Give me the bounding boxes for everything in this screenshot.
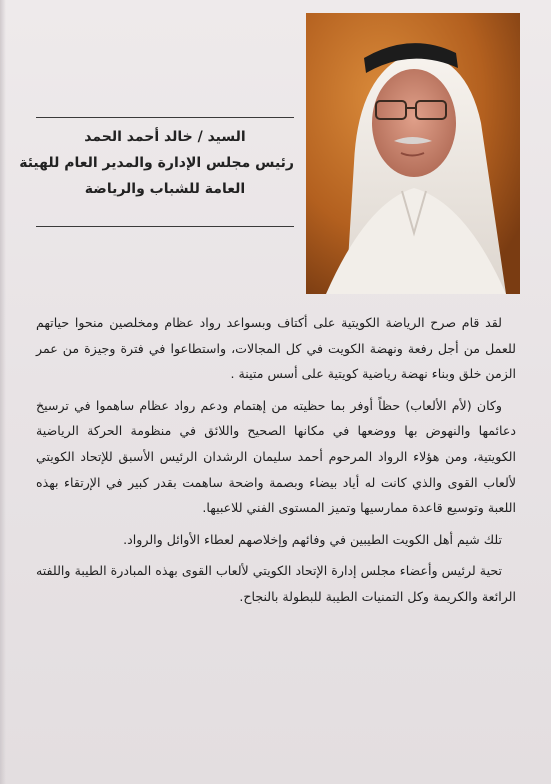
page-edge-shadow	[0, 0, 6, 784]
caption-rule-bottom	[36, 226, 294, 227]
paragraph-3: تلك شيم أهل الكويت الطيبين في وفائهم وإخلاصهم لعطاء الأوائل والرواد.	[123, 531, 502, 547]
caption-name: السيد / خالد أحمد الحمد	[84, 129, 246, 145]
paragraph-2: وكان (لأم الألعاب) حظاً أوفر بما حظيته من إهتمام ودعم رواد عظام ساهموا في ترسيخ دعائمها والنهوض بها ووضعها في مكانها الصحيح واللائق في منظومة الحركة الرياضية الكويتية، ومن هؤلاء الرواد المرحوم أحمد سليمان الرشدان الرئيس الأسبق للإتحاد الكويتي لألعاب القوى والذي كانت له أياد بيضاء وبصمة واضحة ساهمت بقدر كبير في الإرتقاء بهذه اللعبة وتوسيع قاعدة ممارسيها وتميز المستوى الفني للاعبيها.	[36, 397, 516, 516]
paragraph-4: تحية لرئيس وأعضاء مجلس إدارة الإتحاد الكويتي لألعاب القوى بهذه المبادرة الطيبة واللفته الرائعة والكريمة وكل التمنيات الطيبة للبطولة بالنجاح.	[36, 563, 516, 604]
article-body	[36, 310, 516, 616]
caption-title-line2: العامة للشباب والرياضة	[84, 181, 246, 197]
caption-rule-top	[36, 117, 294, 118]
caption-title-line1: رئيس مجلس الإدارة والمدير العام للهيئة	[19, 155, 294, 171]
portrait-caption	[19, 124, 294, 202]
portrait-photo	[306, 13, 520, 294]
paragraph-1: لقد قام صرح الرياضة الكويتية على أكتاف وبسواعد رواد عظام ومخلصين منحوا حياتهم للعمل من أجل رفعة ونهضة الكويت في كل المجالات، واستطاعوا في فترة وجيزة من عمر الزمن خلق وبناء نهضة رياضية كويتية على أسس متينة .	[36, 315, 516, 382]
